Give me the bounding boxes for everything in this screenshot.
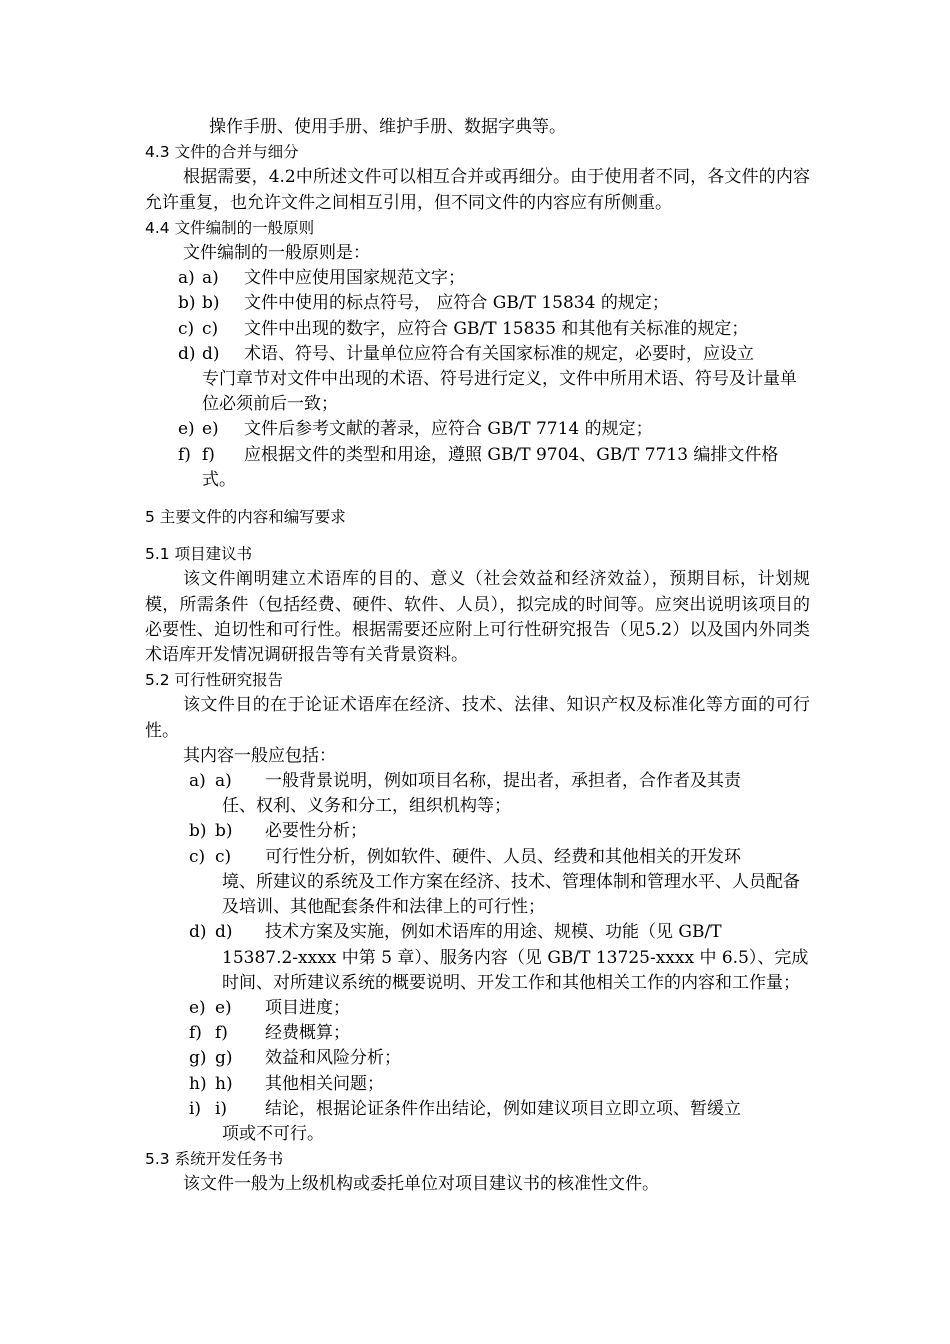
list-marker: h) (189, 1073, 207, 1094)
list-marker: a) (178, 268, 195, 289)
list-marker: d) (178, 343, 196, 364)
list-marker: i) (189, 1098, 202, 1119)
list-marker: f) (202, 444, 215, 465)
list-4-4 (145, 266, 810, 493)
list-marker: c) (215, 846, 232, 867)
heading-5-1: 5.1 项目建议书 (145, 545, 253, 564)
intro-line: 操作手册、使用手册、维护手册、数据字典等。 (209, 117, 566, 137)
list-marker: h) (215, 1073, 233, 1094)
list-item (145, 317, 810, 342)
list-item-text: 结论，根据论证条件作出结论，例如建议项目立即立项、暂缓立 (265, 1098, 741, 1119)
list-item-text: 应根据文件的类型和用途，遵照 GB/T 9704、GB/T 7713 编排文件格 (244, 444, 779, 465)
list-item (145, 266, 810, 291)
list-item-text: 项目进度； (265, 997, 350, 1018)
list-item (145, 819, 810, 844)
list-item-text: 其他相关问题； (265, 1073, 384, 1094)
list-marker: f) (215, 1023, 228, 1044)
list-item (145, 1097, 810, 1122)
list-marker: b) (189, 821, 207, 842)
list-item-text: 文件后参考文献的著录，应符合 GB/T 7714 的规定； (244, 419, 653, 440)
list-5-2 (145, 769, 810, 1147)
list-item-text: 文件中出现的数字，应符合 GB/T 15835 和其他有关标准的规定； (244, 318, 749, 339)
list-marker: g) (215, 1048, 233, 1069)
list-item-continuation: 境、所建议的系统及工作方案在经济、技术、管理体制和管理水平、人员配备及培训、其他配套条件和法律上的可行性； (222, 871, 800, 918)
lead-5-2: 其内容一般应包括： (183, 745, 336, 766)
list-item-text: 术语、符号、计量单位应符合有关国家标准的规定，必要时，应设立 (244, 343, 754, 364)
list-item (145, 1046, 810, 1071)
list-item-continuation: 任、权利、义务和分工，组织机构等； (222, 796, 511, 817)
paragraph-5-3: 该文件一般为上级机构或委托单位对项目建议书的核准性文件。 (183, 1174, 659, 1195)
list-marker: b) (202, 293, 220, 314)
list-item (145, 417, 810, 442)
list-marker: i) (215, 1098, 228, 1119)
document-body (145, 115, 810, 1198)
list-item-continuation: 式。 (202, 469, 236, 490)
list-item (145, 845, 810, 870)
list-item-text: 文件中应使用国家规范文字； (244, 268, 465, 289)
list-marker: e) (178, 419, 195, 440)
heading-5-2: 5.2 可行性研究报告 (145, 671, 284, 690)
heading-4-3: 4.3 文件的合并与细分 (145, 143, 299, 162)
list-item-text: 技术方案及实施，例如术语库的用途、规模、功能（见 GB/T (265, 922, 722, 943)
lead-4-4: 文件编制的一般原则是： (183, 243, 370, 264)
heading-4-4: 4.4 文件编制的一般原则 (145, 218, 315, 237)
list-marker: d) (189, 922, 207, 943)
list-item (145, 920, 810, 945)
list-marker: e) (215, 997, 232, 1018)
paragraph-5-2: 该文件目的在于论证术语库在经济、技术、法律、知识产权及标准化等方面的可行性。 (145, 695, 810, 741)
list-item-continuation: 项或不可行。 (222, 1123, 324, 1144)
list-marker: e) (202, 419, 219, 440)
spacer (145, 530, 810, 542)
list-item (145, 291, 810, 316)
paragraph-4-3: 根据需要，4.2中所述文件可以相互合并或再细分。由于使用者不同，各文件的内容允许重复，也允许文件之间相互引用，但不同文件的内容应有所侧重。 (145, 167, 810, 213)
list-marker: f) (189, 1023, 202, 1044)
list-item (145, 342, 810, 367)
heading-5: 5 主要文件的内容和编写要求 (145, 508, 346, 527)
list-marker: a) (215, 771, 232, 792)
list-item-text: 效益和风险分析； (265, 1048, 401, 1069)
list-item (145, 1072, 810, 1097)
list-marker: f) (178, 444, 191, 465)
list-item-text: 可行性分析，例如软件、硬件、人员、经费和其他相关的开发环 (265, 846, 741, 867)
list-marker: c) (189, 846, 206, 867)
list-item-text: 必要性分析； (265, 821, 367, 842)
list-item (145, 769, 810, 794)
list-item-continuation: 专门章节对文件中出现的术语、符号进行定义，文件中所用术语、符号及计量单位必须前后一致； (202, 369, 797, 415)
list-marker: d) (202, 343, 220, 364)
list-marker: e) (189, 997, 206, 1018)
heading-5-3: 5.3 系统开发任务书 (145, 1150, 284, 1169)
list-item-text: 一般背景说明，例如项目名称，提出者，承担者，合作者及其责 (265, 771, 741, 792)
list-item (145, 1021, 810, 1046)
list-marker: a) (202, 268, 219, 289)
list-item-text: 经费概算； (265, 1023, 350, 1044)
list-marker: a) (189, 771, 206, 792)
list-marker: d) (215, 922, 233, 943)
list-marker: b) (178, 293, 196, 314)
paragraph-5-1: 该文件阐明建立术语库的目的、意义（社会效益和经济效益），预期目标，计划规模，所需条件（包括经费、硬件、软件、人员），拟完成的时间等。应突出说明该项目的必要性、迫切性和可行性。根据需要还应附上可行性研究报告（见5.2）以及国内外同类术语库开发情况调研报告等有关背景资料。 (145, 569, 810, 666)
list-marker: c) (178, 318, 195, 339)
spacer (145, 493, 810, 505)
list-marker: c) (202, 318, 219, 339)
list-item (145, 996, 810, 1021)
list-item-text: 文件中使用的标点符号， 应符合 GB/T 15834 的规定； (244, 293, 669, 314)
list-marker: g) (189, 1048, 207, 1069)
list-item-continuation: 15387.2-xxxx 中第 5 章）、服务内容（见 GB/T 13725-xxxx 中 6.5）、完成时间、对所建议系统的概要说明、开发工作和其他相关工作的内容和工作量； (222, 947, 809, 993)
list-marker: b) (215, 821, 233, 842)
list-item (145, 443, 810, 468)
